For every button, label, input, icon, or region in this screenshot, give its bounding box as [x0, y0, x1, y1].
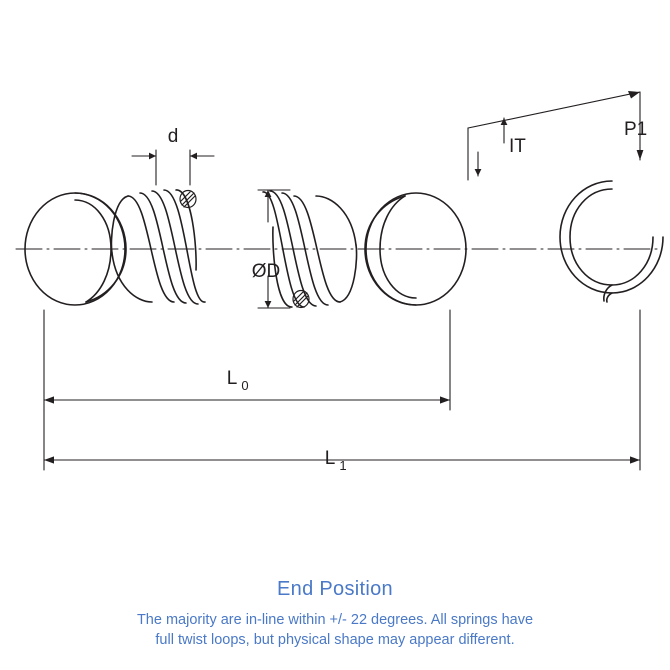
label-loop-position: P1	[624, 119, 648, 140]
caption-title: End Position	[277, 578, 393, 600]
dimension-d	[132, 150, 214, 185]
detached-loop	[560, 181, 663, 302]
label-extended-length: L	[324, 448, 336, 469]
label-initial-tension: IT	[509, 136, 526, 157]
caption-line-2: full twist loops, but physical shape may appear different.	[155, 632, 515, 648]
label-free-length-sub: 0	[241, 378, 249, 393]
dimension-l1	[44, 310, 640, 470]
label-wire-diameter: d	[167, 126, 179, 147]
label-extended-length-sub: 1	[339, 458, 347, 473]
dimension-it	[468, 91, 640, 180]
caption-line-1: The majority are in-line within +/- 22 degrees. All springs have	[136, 612, 534, 628]
caption-text	[0, 610, 670, 650]
dimension-l0	[44, 310, 450, 410]
label-outer-diameter: ØD	[251, 261, 281, 282]
label-free-length: L	[226, 368, 238, 389]
caption-block	[0, 578, 670, 650]
